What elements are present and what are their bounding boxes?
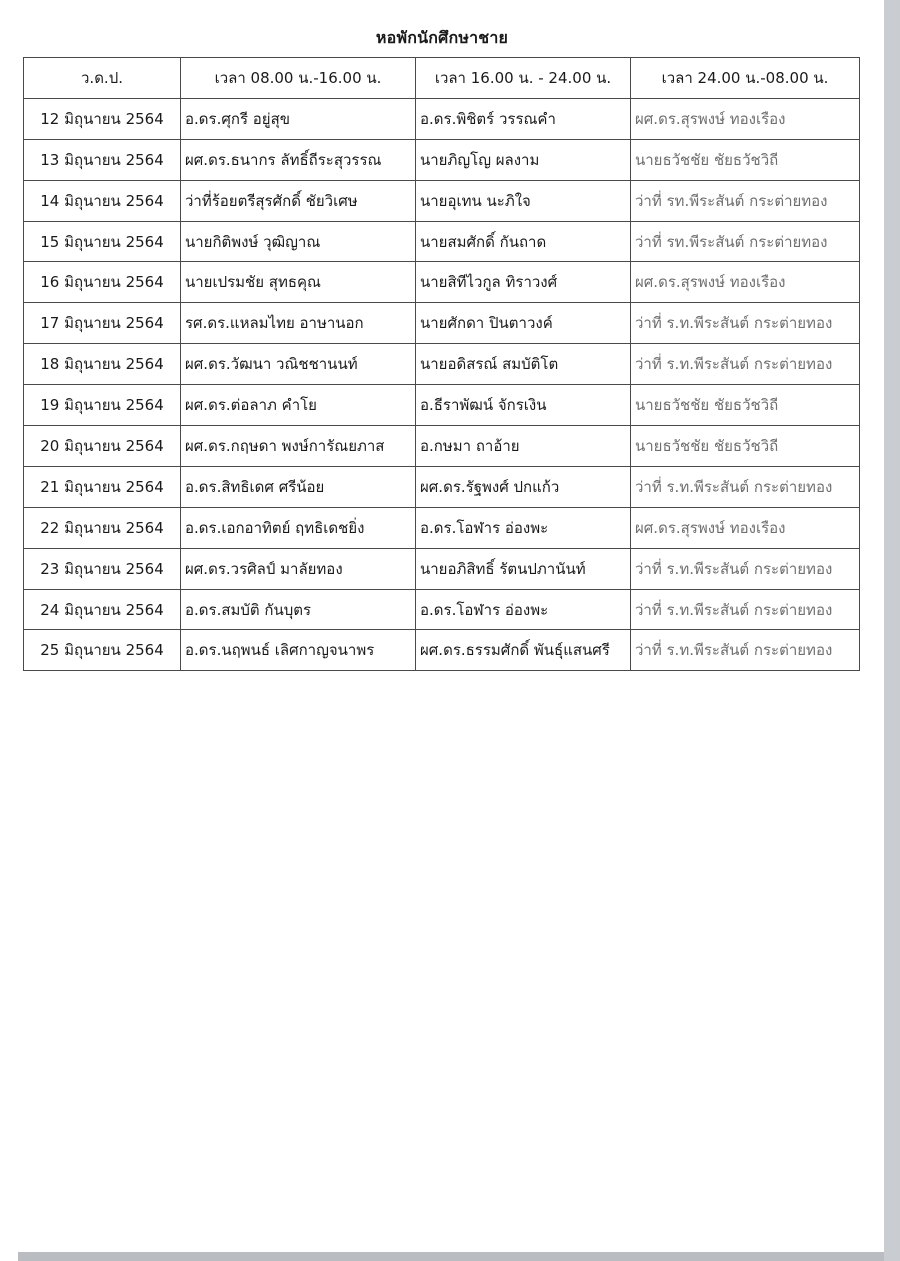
- cell-shift-morning: นายเปรมชัย สุทธคุณ: [181, 262, 416, 303]
- table-row: [24, 344, 860, 385]
- cell-shift-morning: ผศ.ดร.ต่อลาภ คำโย: [181, 385, 416, 426]
- cell-shift-night: ว่าที่ ร.ท.พีระสันต์ กระต่ายทอง: [631, 466, 860, 507]
- cell-date: 14 มิถุนายน 2564: [24, 180, 181, 221]
- page-title: หอพักนักศึกษาชาย: [375, 28, 509, 47]
- table-row: [24, 385, 860, 426]
- cell-date: 24 มิถุนายน 2564: [24, 589, 181, 630]
- cell-shift-evening: นายสมศักดิ์ กันถาด: [416, 221, 631, 262]
- cell-shift-night: ผศ.ดร.สุรพงษ์ ทองเรือง: [631, 262, 860, 303]
- cell-date: 23 มิถุนายน 2564: [24, 548, 181, 589]
- column-header-shift-night: เวลา 24.00 น.-08.00 น.: [631, 58, 860, 99]
- cell-shift-morning: นายกิติพงษ์ วุฒิญาณ: [181, 221, 416, 262]
- cell-shift-night: นายธวัชชัย ชัยธวัชวิถี: [631, 139, 860, 180]
- cell-shift-morning: อ.ดร.นฤพนธ์ เลิศกาญจนาพร: [181, 630, 416, 671]
- table-row: [24, 98, 860, 139]
- cell-shift-evening: ผศ.ดร.ธรรมศักดิ์ พันธุ์แสนศรี: [416, 630, 631, 671]
- cell-shift-night: ผศ.ดร.สุรพงษ์ ทองเรือง: [631, 507, 860, 548]
- table-row: [24, 548, 860, 589]
- cell-shift-morning: อ.ดร.สิทธิเดศ ศรีน้อย: [181, 466, 416, 507]
- cell-shift-morning: อ.ดร.เอกอาทิตย์ ฤทธิเดชยิ่ง: [181, 507, 416, 548]
- table-row: [24, 466, 860, 507]
- cell-shift-night: ผศ.ดร.สุรพงษ์ ทองเรือง: [631, 98, 860, 139]
- cell-shift-evening: นายภิญโญ ผลงาม: [416, 139, 631, 180]
- cell-shift-night: ว่าที่ ร.ท.พีระสันต์ กระต่ายทอง: [631, 303, 860, 344]
- cell-shift-evening: อ.ดร.โอฬาร อ่องพะ: [416, 589, 631, 630]
- cell-shift-night: ว่าที่ ร.ท.พีระสันต์ กระต่ายทอง: [631, 548, 860, 589]
- cell-date: 21 มิถุนายน 2564: [24, 466, 181, 507]
- cell-shift-evening: นายอุเทน นะภิใจ: [416, 180, 631, 221]
- column-header-date: ว.ด.ป.: [24, 58, 181, 99]
- cell-shift-evening: นายอภิสิทธิ์ รัตนปภานันท์: [416, 548, 631, 589]
- cell-date: 15 มิถุนายน 2564: [24, 221, 181, 262]
- table-body: [24, 98, 860, 670]
- cell-shift-evening: นายอดิสรณ์ สมบัติโต: [416, 344, 631, 385]
- table-row: [24, 426, 860, 467]
- table-row: [24, 589, 860, 630]
- cell-shift-night: นายธวัชชัย ชัยธวัชวิถี: [631, 385, 860, 426]
- cell-date: 22 มิถุนายน 2564: [24, 507, 181, 548]
- column-header-shift-morning: เวลา 08.00 น.-16.00 น.: [181, 58, 416, 99]
- cell-date: 20 มิถุนายน 2564: [24, 426, 181, 467]
- column-header-shift-evening: เวลา 16.00 น. - 24.00 น.: [416, 58, 631, 99]
- cell-shift-morning: รศ.ดร.แหลมไทย อาษานอก: [181, 303, 416, 344]
- cell-date: 13 มิถุนายน 2564: [24, 139, 181, 180]
- cell-shift-evening: ผศ.ดร.รัฐพงศ์ ปกแก้ว: [416, 466, 631, 507]
- duty-schedule-table: [23, 57, 860, 671]
- cell-shift-morning: ว่าที่ร้อยตรีสุรศักดิ์ ชัยวิเศษ: [181, 180, 416, 221]
- cell-shift-night: ว่าที่ ร.ท.พีระสันต์ กระต่ายทอง: [631, 344, 860, 385]
- cell-date: 18 มิถุนายน 2564: [24, 344, 181, 385]
- cell-date: 17 มิถุนายน 2564: [24, 303, 181, 344]
- cell-date: 16 มิถุนายน 2564: [24, 262, 181, 303]
- cell-shift-evening: นายศักดา ปินตาวงค์: [416, 303, 631, 344]
- cell-shift-evening: อ.ธีราพัฒน์ จักรเงิน: [416, 385, 631, 426]
- cell-date: 19 มิถุนายน 2564: [24, 385, 181, 426]
- cell-shift-evening: นายสิทีไวกูล ทิราวงศ์: [416, 262, 631, 303]
- table-row: [24, 180, 860, 221]
- cell-shift-night: ว่าที่ รท.พีระสันต์ กระต่ายทอง: [631, 180, 860, 221]
- cell-shift-night: นายธวัชชัย ชัยธวัชวิถี: [631, 426, 860, 467]
- cell-shift-morning: ผศ.ดร.วัฒนา วณิชชานนท์: [181, 344, 416, 385]
- cell-shift-night: ว่าที่ ร.ท.พีระสันต์ กระต่ายทอง: [631, 630, 860, 671]
- cell-shift-night: ว่าที่ ร.ท.พีระสันต์ กระต่ายทอง: [631, 589, 860, 630]
- scan-edge-bottom: [18, 1252, 884, 1261]
- table-header-row: [24, 58, 860, 99]
- cell-shift-night: ว่าที่ รท.พีระสันต์ กระต่ายทอง: [631, 221, 860, 262]
- table-row: [24, 630, 860, 671]
- scan-edge-right: [884, 0, 900, 1261]
- cell-date: 12 มิถุนายน 2564: [24, 98, 181, 139]
- table-row: [24, 507, 860, 548]
- cell-shift-morning: ผศ.ดร.กฤษดา พงษ์การัณยภาส: [181, 426, 416, 467]
- table-row: [24, 139, 860, 180]
- table-row: [24, 262, 860, 303]
- cell-shift-morning: ผศ.ดร.ธนากร ลัทธิ์ถีระสุวรรณ: [181, 139, 416, 180]
- cell-shift-evening: อ.กษมา ถาอ้าย: [416, 426, 631, 467]
- table-row: [24, 221, 860, 262]
- cell-shift-morning: ผศ.ดร.วรศิลป์ มาลัยทอง: [181, 548, 416, 589]
- cell-shift-evening: อ.ดร.โอฬาร อ่องพะ: [416, 507, 631, 548]
- table-row: [24, 303, 860, 344]
- cell-shift-morning: อ.ดร.สมบัติ กันบุตร: [181, 589, 416, 630]
- cell-shift-evening: อ.ดร.พิชิตร์ วรรณคำ: [416, 98, 631, 139]
- cell-shift-morning: อ.ดร.ศุกรี อยู่สุข: [181, 98, 416, 139]
- cell-date: 25 มิถุนายน 2564: [24, 630, 181, 671]
